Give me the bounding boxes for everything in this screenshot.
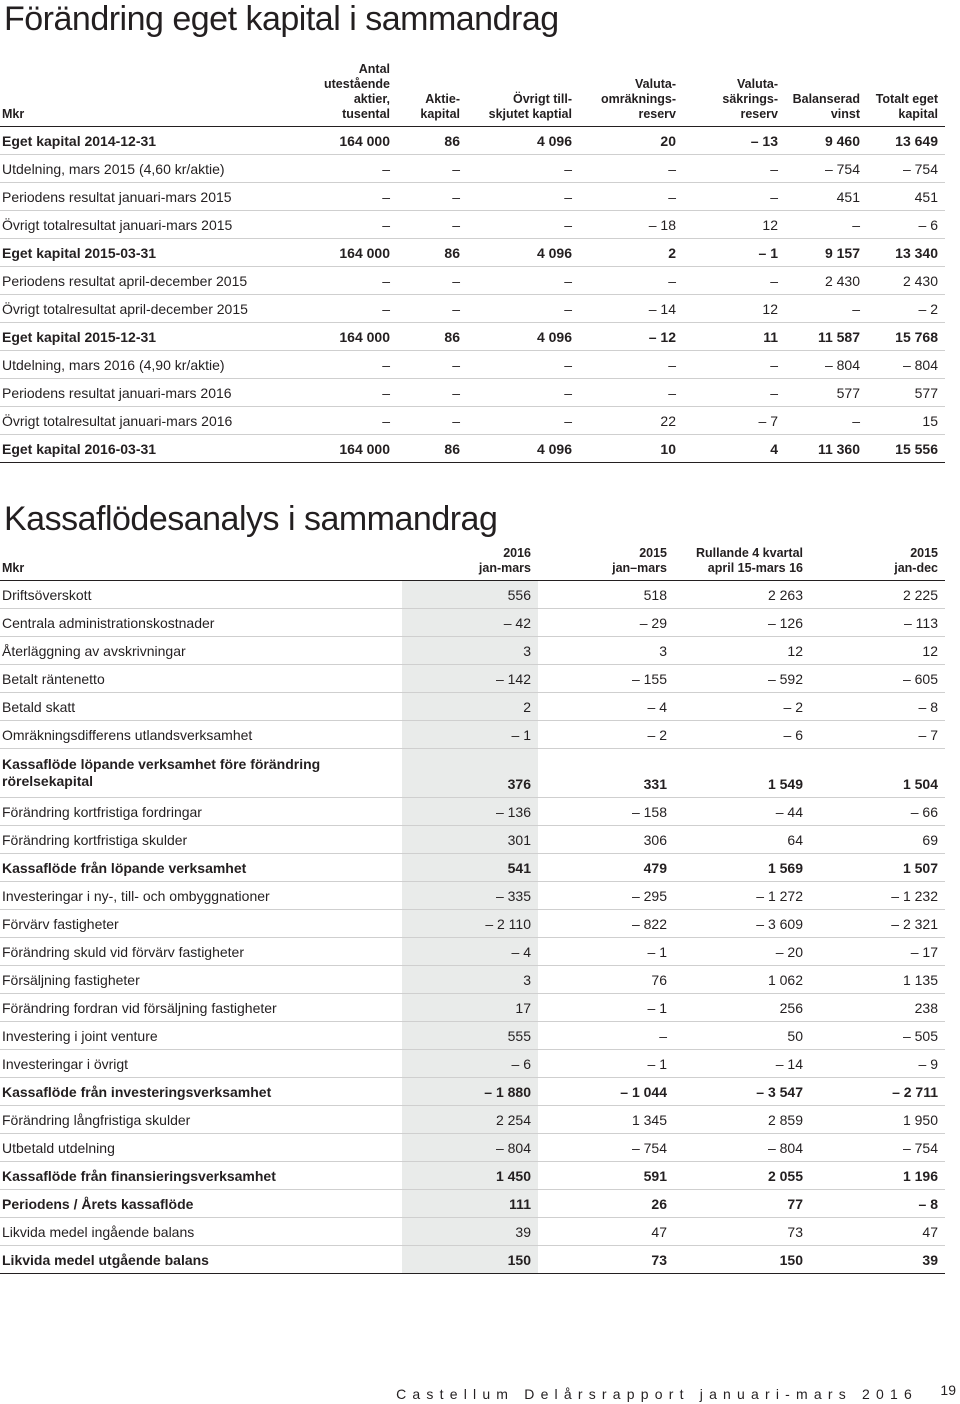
equity-cell: –: [579, 267, 683, 295]
cashflow-cell: – 44: [674, 798, 810, 826]
equity-row: [0, 435, 945, 463]
cashflow-row-label: Betald skatt: [0, 693, 402, 721]
equity-cell: –: [683, 155, 785, 183]
equity-cell: – 804: [867, 351, 945, 379]
equity-cell: 4: [683, 435, 785, 463]
equity-cell: –: [579, 183, 683, 211]
equity-cell: – 14: [579, 295, 683, 323]
cashflow-cell: 76: [538, 966, 674, 994]
cashflow-cell: – 1: [538, 1050, 674, 1078]
equity-cell: –: [683, 267, 785, 295]
equity-row: [0, 295, 945, 323]
cashflow-row-label: Förvärv fastigheter: [0, 910, 402, 938]
cashflow-row-label: Förändring skuld vid förvärv fastigheter: [0, 938, 402, 966]
equity-cell: –: [579, 351, 683, 379]
cashflow-cell: 64: [674, 826, 810, 854]
equity-cell: –: [467, 351, 579, 379]
cashflow-row: [0, 693, 945, 721]
equity-cell: –: [318, 379, 397, 407]
cashflow-cell: – 1: [538, 994, 674, 1022]
cashflow-cell: 1 135: [810, 966, 945, 994]
cashflow-cell: – 822: [538, 910, 674, 938]
cashflow-cell: – 17: [810, 938, 945, 966]
footer-text: Castellum Delårsrapport januari-mars 2016: [396, 1386, 918, 1402]
equity-cell: 4 096: [467, 435, 579, 463]
equity-cell: 2 430: [867, 267, 945, 295]
equity-cell: 577: [867, 379, 945, 407]
cashflow-row: [0, 854, 945, 882]
cashflow-cell: – 126: [674, 609, 810, 637]
equity-row-label: Eget kapital 2014-12-31: [0, 127, 318, 155]
cashflow-row-label: Förändring kortfristiga skulder: [0, 826, 402, 854]
cashflow-cell: 1 196: [810, 1162, 945, 1190]
cashflow-cell: – 1 232: [810, 882, 945, 910]
cashflow-row-label: Förändring långfristiga skulder: [0, 1106, 402, 1134]
cashflow-row: [0, 665, 945, 693]
cashflow-cell: 2 225: [810, 581, 945, 609]
cashflow-cell: – 8: [810, 693, 945, 721]
equity-cell: – 7: [683, 407, 785, 435]
equity-cell: –: [397, 211, 467, 239]
cashflow-cell: – 2 321: [810, 910, 945, 938]
equity-row-label: Periodens resultat januari-mars 2016: [0, 379, 318, 407]
equity-cell: – 12: [579, 323, 683, 351]
cashflow-col-header-1: 2016 jan-mars: [402, 546, 538, 581]
cashflow-cell: 1 062: [674, 966, 810, 994]
equity-cell: –: [467, 211, 579, 239]
equity-cell: –: [397, 407, 467, 435]
equity-cell: 4 096: [467, 323, 579, 351]
cashflow-cell: 69: [810, 826, 945, 854]
cashflow-row-label: Betalt räntenetto: [0, 665, 402, 693]
equity-cell: –: [683, 351, 785, 379]
equity-cell: –: [467, 183, 579, 211]
equity-row-label: Periodens resultat januari-mars 2015: [0, 183, 318, 211]
cashflow-row: [0, 882, 945, 910]
equity-row: [0, 407, 945, 435]
cashflow-cell: – 14: [674, 1050, 810, 1078]
equity-cell: 4 096: [467, 127, 579, 155]
cashflow-cell: – 4: [538, 693, 674, 721]
equity-cell: –: [683, 183, 785, 211]
cashflow-cell: 26: [538, 1190, 674, 1218]
equity-cell: 20: [579, 127, 683, 155]
equity-header-row: [0, 62, 945, 127]
cashflow-cell: – 335: [402, 882, 538, 910]
cashflow-row-label: Investeringar i övrigt: [0, 1050, 402, 1078]
equity-cell: –: [467, 155, 579, 183]
equity-cell: –: [397, 351, 467, 379]
equity-cell: 86: [397, 435, 467, 463]
cashflow-cell: 50: [674, 1022, 810, 1050]
cashflow-cell: 1 504: [810, 749, 945, 798]
equity-col-header-2: Aktie- kapital: [397, 62, 467, 127]
equity-cell: 86: [397, 239, 467, 267]
cashflow-cell: 591: [538, 1162, 674, 1190]
cashflow-row: [0, 966, 945, 994]
cashflow-cell: 3: [402, 966, 538, 994]
cashflow-row-label: Investering i joint venture: [0, 1022, 402, 1050]
cashflow-cell: – 754: [538, 1134, 674, 1162]
cashflow-cell: –: [538, 1022, 674, 1050]
equity-cell: –: [467, 267, 579, 295]
cashflow-cell: 73: [538, 1246, 674, 1274]
equity-cell: 10: [579, 435, 683, 463]
equity-row-label: Eget kapital 2016-03-31: [0, 435, 318, 463]
equity-col-header-3: Övrigt till- skjutet kaptial: [467, 62, 579, 127]
equity-cell: 86: [397, 323, 467, 351]
cashflow-row: [0, 1050, 945, 1078]
cashflow-row-label: Driftsöverskott: [0, 581, 402, 609]
equity-cell: 22: [579, 407, 683, 435]
cashflow-cell: – 1 880: [402, 1078, 538, 1106]
cashflow-row-label: Återläggning av avskrivningar: [0, 637, 402, 665]
cashflow-row: [0, 1162, 945, 1190]
cashflow-cell: – 6: [674, 721, 810, 749]
equity-col-header-7: Totalt eget kapital: [867, 62, 945, 127]
equity-row: [0, 239, 945, 267]
cashflow-col-header-3: Rullande 4 kvartal april 15-mars 16: [674, 546, 810, 581]
cashflow-cell: 331: [538, 749, 674, 798]
equity-cell: 15 768: [867, 323, 945, 351]
equity-cell: –: [318, 183, 397, 211]
cashflow-cell: 306: [538, 826, 674, 854]
cashflow-cell: – 20: [674, 938, 810, 966]
cashflow-cell: 1 507: [810, 854, 945, 882]
equity-row-label: Övrigt totalresultat april-december 2015: [0, 295, 318, 323]
cashflow-row-label: Utbetald utdelning: [0, 1134, 402, 1162]
cashflow-cell: – 2: [538, 721, 674, 749]
cashflow-cell: 77: [674, 1190, 810, 1218]
equity-cell: 12: [683, 211, 785, 239]
cashflow-cell: 238: [810, 994, 945, 1022]
cashflow-row-label: Investeringar i ny-, till- och ombyggnationer: [0, 882, 402, 910]
cashflow-row-label: Centrala administrationskostnader: [0, 609, 402, 637]
cashflow-row: [0, 910, 945, 938]
equity-cell: 164 000: [318, 435, 397, 463]
equity-cell: –: [397, 183, 467, 211]
equity-cell: 11 360: [785, 435, 867, 463]
cashflow-table: [0, 546, 945, 1274]
cashflow-cell: – 2: [674, 693, 810, 721]
equity-cell: 164 000: [318, 323, 397, 351]
equity-cell: –: [397, 295, 467, 323]
cashflow-cell: – 66: [810, 798, 945, 826]
equity-row: [0, 267, 945, 295]
equity-cell: –: [318, 351, 397, 379]
cashflow-cell: – 6: [402, 1050, 538, 1078]
equity-cell: 2 430: [785, 267, 867, 295]
equity-cell: 12: [683, 295, 785, 323]
cashflow-row-label: Förändring kortfristiga fordringar: [0, 798, 402, 826]
equity-col-header-0: Mkr: [0, 62, 318, 127]
equity-row-label: Eget kapital 2015-03-31: [0, 239, 318, 267]
cashflow-col-header-4: 2015 jan-dec: [810, 546, 945, 581]
equity-row: [0, 351, 945, 379]
equity-cell: – 754: [867, 155, 945, 183]
equity-cell: 9 460: [785, 127, 867, 155]
cashflow-cell: 2 859: [674, 1106, 810, 1134]
cashflow-row-label: Förändring fordran vid försäljning fastigheter: [0, 994, 402, 1022]
cashflow-row: [0, 1190, 945, 1218]
cashflow-cell: – 136: [402, 798, 538, 826]
cashflow-row-label: Försäljning fastigheter: [0, 966, 402, 994]
cashflow-cell: 3: [402, 637, 538, 665]
cashflow-cell: 3: [538, 637, 674, 665]
cashflow-header-row: [0, 546, 945, 581]
cashflow-cell: 39: [402, 1218, 538, 1246]
equity-table: [0, 62, 945, 463]
cashflow-row: [0, 581, 945, 609]
equity-cell: 577: [785, 379, 867, 407]
equity-cell: 86: [397, 127, 467, 155]
cashflow-cell: – 592: [674, 665, 810, 693]
cashflow-cell: 47: [538, 1218, 674, 1246]
cashflow-row: [0, 721, 945, 749]
cashflow-cell: – 1 272: [674, 882, 810, 910]
cashflow-cell: 541: [402, 854, 538, 882]
equity-row-label: Utdelning, mars 2015 (4,60 kr/aktie): [0, 155, 318, 183]
equity-row: [0, 183, 945, 211]
cashflow-cell: 150: [402, 1246, 538, 1274]
equity-cell: –: [397, 267, 467, 295]
cashflow-row: [0, 1078, 945, 1106]
equity-cell: 451: [867, 183, 945, 211]
cashflow-cell: 150: [674, 1246, 810, 1274]
equity-cell: 11: [683, 323, 785, 351]
cashflow-cell: 12: [810, 637, 945, 665]
cashflow-cell: 111: [402, 1190, 538, 1218]
cashflow-cell: 301: [402, 826, 538, 854]
cashflow-cell: 17: [402, 994, 538, 1022]
cashflow-cell: – 1 044: [538, 1078, 674, 1106]
cashflow-cell: – 7: [810, 721, 945, 749]
equity-cell: –: [318, 211, 397, 239]
cashflow-row: [0, 1218, 945, 1246]
cashflow-row: [0, 798, 945, 826]
equity-cell: – 1: [683, 239, 785, 267]
equity-title: Förändring eget kapital i sammandrag: [4, 0, 559, 38]
equity-cell: 164 000: [318, 127, 397, 155]
cashflow-row: [0, 1246, 945, 1274]
equity-row-label: Periodens resultat april-december 2015: [0, 267, 318, 295]
cashflow-cell: – 1: [538, 938, 674, 966]
cashflow-cell: – 4: [402, 938, 538, 966]
cashflow-cell: 2 263: [674, 581, 810, 609]
equity-cell: – 6: [867, 211, 945, 239]
equity-row: [0, 211, 945, 239]
cashflow-cell: – 754: [810, 1134, 945, 1162]
cashflow-cell: 2 055: [674, 1162, 810, 1190]
cashflow-col-header-0: Mkr: [0, 546, 402, 581]
cashflow-cell: 1 950: [810, 1106, 945, 1134]
cashflow-row: [0, 994, 945, 1022]
equity-cell: – 13: [683, 127, 785, 155]
equity-cell: 451: [785, 183, 867, 211]
cashflow-row: [0, 749, 945, 798]
equity-cell: –: [785, 211, 867, 239]
equity-cell: –: [467, 295, 579, 323]
equity-cell: –: [397, 155, 467, 183]
cashflow-cell: – 42: [402, 609, 538, 637]
cashflow-title: Kassaflödesanalys i sammandrag: [4, 500, 498, 538]
cashflow-row-label: Periodens / Årets kassaflöde: [0, 1190, 402, 1218]
page-number: 19: [940, 1382, 956, 1398]
cashflow-cell: 256: [674, 994, 810, 1022]
cashflow-row-label: Kassaflöde löpande verksamhet före förändring rörelsekapital: [0, 749, 402, 798]
cashflow-cell: 376: [402, 749, 538, 798]
cashflow-row: [0, 1134, 945, 1162]
equity-cell: 15: [867, 407, 945, 435]
cashflow-cell: – 1: [402, 721, 538, 749]
equity-cell: –: [579, 379, 683, 407]
cashflow-cell: 1 345: [538, 1106, 674, 1134]
cashflow-row: [0, 637, 945, 665]
cashflow-cell: – 9: [810, 1050, 945, 1078]
equity-row-label: Eget kapital 2015-12-31: [0, 323, 318, 351]
cashflow-cell: – 2 711: [810, 1078, 945, 1106]
equity-cell: –: [579, 155, 683, 183]
cashflow-cell: – 804: [674, 1134, 810, 1162]
equity-cell: 11 587: [785, 323, 867, 351]
equity-row: [0, 323, 945, 351]
equity-cell: –: [318, 295, 397, 323]
equity-row: [0, 155, 945, 183]
cashflow-cell: 1 549: [674, 749, 810, 798]
cashflow-cell: – 8: [810, 1190, 945, 1218]
cashflow-cell: – 605: [810, 665, 945, 693]
equity-cell: –: [683, 379, 785, 407]
cashflow-cell: – 804: [402, 1134, 538, 1162]
cashflow-cell: – 295: [538, 882, 674, 910]
equity-row: [0, 127, 945, 155]
cashflow-row: [0, 826, 945, 854]
equity-cell: –: [467, 407, 579, 435]
equity-col-header-6: Balanserad vinst: [785, 62, 867, 127]
equity-cell: – 2: [867, 295, 945, 323]
equity-cell: –: [785, 407, 867, 435]
equity-cell: –: [785, 295, 867, 323]
equity-row: [0, 379, 945, 407]
cashflow-cell: 2 254: [402, 1106, 538, 1134]
cashflow-cell: 518: [538, 581, 674, 609]
cashflow-cell: 12: [674, 637, 810, 665]
equity-cell: –: [397, 379, 467, 407]
cashflow-cell: 479: [538, 854, 674, 882]
equity-col-header-1: Antal utestående aktier, tusental: [318, 62, 397, 127]
cashflow-cell: 47: [810, 1218, 945, 1246]
cashflow-cell: 39: [810, 1246, 945, 1274]
equity-row-label: Utdelning, mars 2016 (4,90 kr/aktie): [0, 351, 318, 379]
equity-cell: – 18: [579, 211, 683, 239]
cashflow-cell: – 3 547: [674, 1078, 810, 1106]
cashflow-row: [0, 1022, 945, 1050]
equity-cell: 164 000: [318, 239, 397, 267]
cashflow-row-label: Kassaflöde från löpande verksamhet: [0, 854, 402, 882]
cashflow-row-label: Likvida medel ingående balans: [0, 1218, 402, 1246]
equity-cell: – 804: [785, 351, 867, 379]
equity-cell: – 754: [785, 155, 867, 183]
cashflow-cell: – 29: [538, 609, 674, 637]
cashflow-cell: – 505: [810, 1022, 945, 1050]
equity-cell: –: [318, 267, 397, 295]
cashflow-row-label: Likvida medel utgående balans: [0, 1246, 402, 1274]
cashflow-cell: 73: [674, 1218, 810, 1246]
equity-cell: 9 157: [785, 239, 867, 267]
cashflow-cell: 2: [402, 693, 538, 721]
equity-row-label: Övrigt totalresultat januari-mars 2015: [0, 211, 318, 239]
equity-cell: 15 556: [867, 435, 945, 463]
cashflow-cell: 1 450: [402, 1162, 538, 1190]
cashflow-cell: 556: [402, 581, 538, 609]
cashflow-cell: – 142: [402, 665, 538, 693]
cashflow-cell: 555: [402, 1022, 538, 1050]
equity-cell: 4 096: [467, 239, 579, 267]
equity-row-label: Övrigt totalresultat januari-mars 2016: [0, 407, 318, 435]
equity-col-header-4: Valuta- omräknings- reserv: [579, 62, 683, 127]
cashflow-cell: – 2 110: [402, 910, 538, 938]
equity-cell: –: [318, 155, 397, 183]
cashflow-row-label: Omräkningsdifferens utlandsverksamhet: [0, 721, 402, 749]
equity-cell: 2: [579, 239, 683, 267]
cashflow-row: [0, 938, 945, 966]
equity-cell: 13 340: [867, 239, 945, 267]
cashflow-cell: 1 569: [674, 854, 810, 882]
cashflow-row-label: Kassaflöde från finansieringsverksamhet: [0, 1162, 402, 1190]
cashflow-row: [0, 1106, 945, 1134]
cashflow-row: [0, 609, 945, 637]
cashflow-cell: – 155: [538, 665, 674, 693]
equity-cell: 13 649: [867, 127, 945, 155]
equity-cell: –: [467, 379, 579, 407]
equity-col-header-5: Valuta- säkrings- reserv: [683, 62, 785, 127]
cashflow-cell: – 3 609: [674, 910, 810, 938]
cashflow-row-label: Kassaflöde från investeringsverksamhet: [0, 1078, 402, 1106]
cashflow-cell: – 113: [810, 609, 945, 637]
equity-cell: –: [318, 407, 397, 435]
cashflow-col-header-2: 2015 jan–mars: [538, 546, 674, 581]
cashflow-cell: – 158: [538, 798, 674, 826]
